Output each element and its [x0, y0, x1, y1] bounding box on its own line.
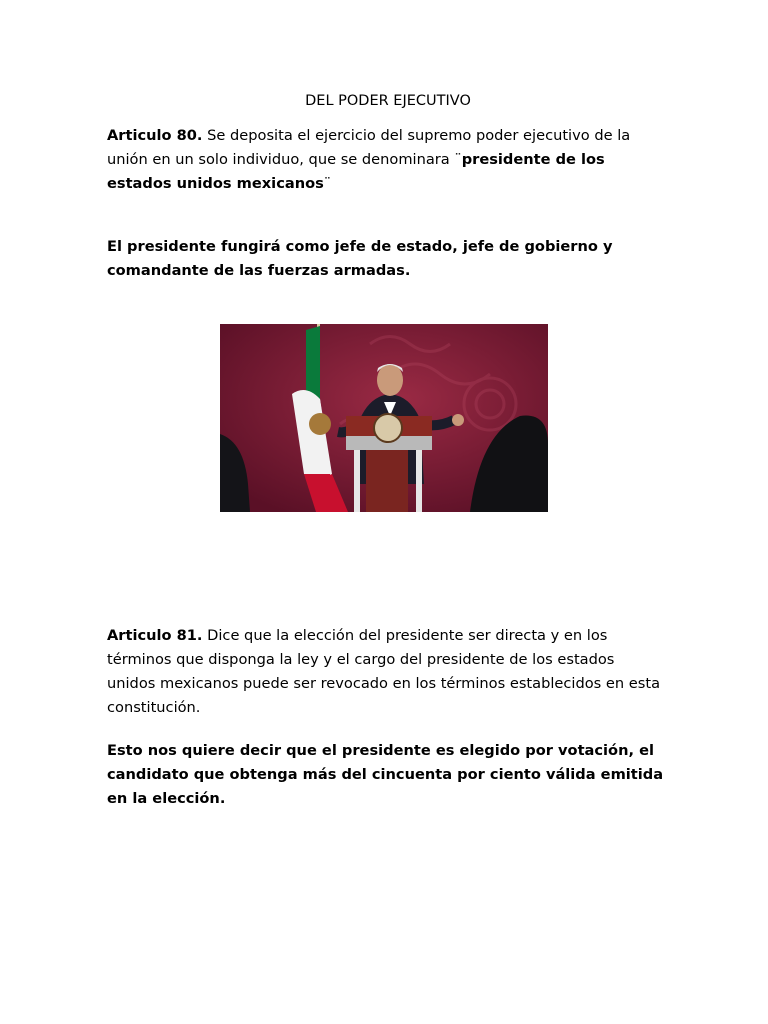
- article-80-closing-quote: ¨: [323, 175, 332, 192]
- president-podium-photo: [220, 324, 548, 512]
- article-80-label: Articulo 80.: [107, 127, 203, 144]
- article-80-bold-text: presidente de los estados unidos mexicanos: [107, 151, 605, 192]
- article-81-paragraph: [107, 624, 667, 720]
- article-81-text: Dice que la elección del presidente ser directa y en los términos que disponga la ley y el cargo del presidente de los estados unidos mexicanos puede ser revocado en los términos establecidos en esta constitución.: [107, 627, 661, 716]
- article-81-label: Articulo 81.: [107, 627, 203, 644]
- article-80-text: Se deposita el ejercicio del supremo poder ejecutivo de la unión en un solo individuo, que se denominara ¨: [107, 127, 631, 168]
- article-80-paragraph: [107, 124, 667, 196]
- election-explanation-paragraph: Esto nos quiere decir que el presidente es elegido por votación, el candidato que obtenga más del cincuenta por ciento válida emitida en la elección.: [107, 742, 664, 807]
- photo-illustration: [220, 324, 548, 512]
- president-role-paragraph: El presidente fungirá como jefe de estado, jefe de gobierno y comandante de las fuerzas armadas.: [107, 238, 613, 279]
- document-title: DEL PODER EJECUTIVO: [305, 93, 471, 109]
